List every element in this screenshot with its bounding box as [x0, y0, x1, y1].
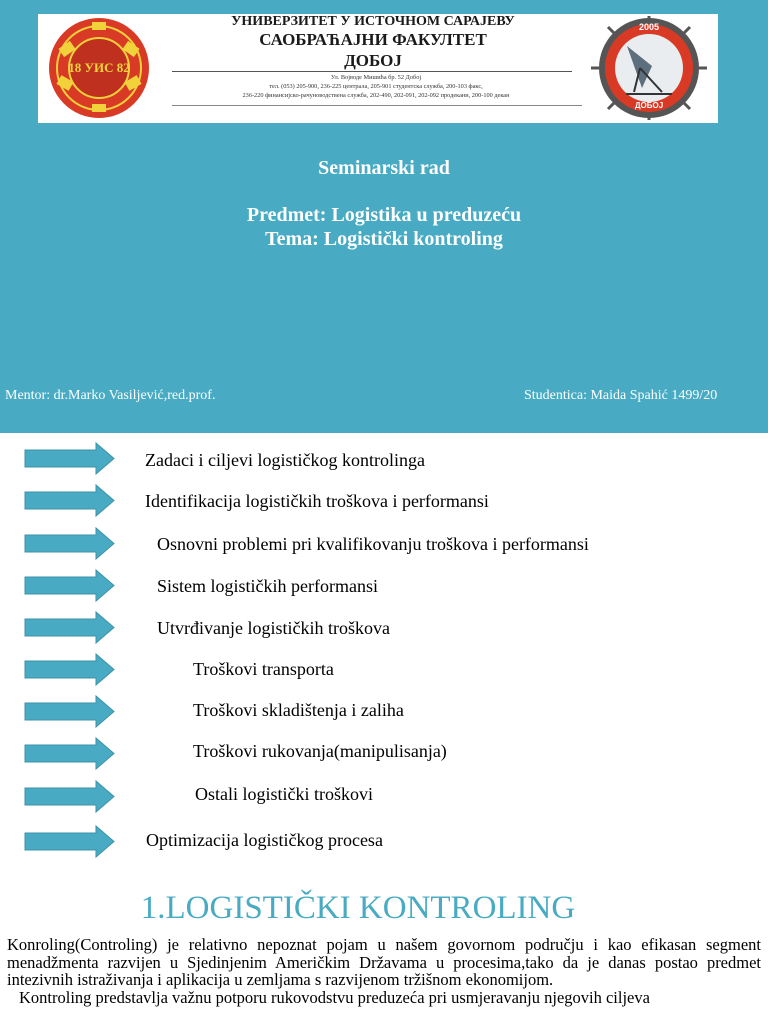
university-seal-logo: [40, 16, 158, 120]
document-type: Seminarski rad: [318, 157, 450, 179]
contents-item: Zadaci i ciljevi logističkog kontrolinga: [145, 450, 425, 470]
faculty-address: Ул. Војводе Мишића бр. 52 Добој: [330, 74, 422, 81]
banner-divider: [172, 71, 572, 72]
body-text: [7, 936, 761, 1006]
faculty-logo-city: ДОБОЈ: [634, 101, 664, 110]
contents-item: Identifikacija logističkih troškova i performansi: [145, 491, 489, 511]
arrow-icon: [24, 653, 115, 686]
arrow-icon: [24, 825, 115, 858]
faculty-name: САОБРАЋАЈНИ ФАКУЛТЕТ: [259, 30, 487, 49]
faculty-city: ДОБОЈ: [344, 51, 402, 70]
arrow-icon: [24, 527, 115, 560]
arrow-icon: [24, 569, 115, 602]
arrow-icon: [24, 611, 115, 644]
university-banner: [38, 14, 718, 123]
contents-item: Optimizacija logističkog procesa: [146, 830, 383, 850]
banner-divider-bottom: [172, 105, 582, 106]
arrow-icon: [24, 484, 115, 517]
topic: Tema: Logistički kontroling: [265, 228, 503, 250]
arrow-icon: [24, 695, 115, 728]
seal-text: 18 УИС 82: [68, 60, 130, 75]
faculty-logo: [582, 16, 716, 120]
arrow-icon: [24, 442, 115, 475]
arrow-icon: [24, 780, 115, 813]
contents-item: Sistem logističkih performansi: [157, 576, 378, 596]
contents-item: Utvrđivanje logističkih troškova: [157, 618, 390, 638]
university-name: УНИВЕРЗИТЕТ У ИСТОЧНОМ САРАЈЕВУ: [231, 14, 515, 29]
contents-subitem: Troškovi transporta: [193, 659, 334, 679]
contents-subitem: Troškovi skladištenja i zaliha: [193, 700, 404, 720]
student: Studentica: Maida Spahić 1499/20: [524, 388, 718, 403]
subject: Predmet: Logistika u preduzeću: [246, 204, 522, 226]
contents-subitem: Ostali logistički troškovi: [195, 784, 373, 804]
mentor: Mentor: dr.Marko Vasiljević,red.prof.: [5, 388, 216, 403]
faculty-phones: тел. (053) 205-900, 236-225 централа, 205-901 студентска служба, 200-103 факс,: [269, 83, 483, 90]
faculty-phones-2: 236-220 финансијско-рачуноводствена служба, 202-490, 202-091, 202-092 продекани, 200-100 декан: [242, 92, 510, 99]
title-slide: [0, 0, 768, 433]
paragraph: Konroling(Controling) je relativno nepoznat pojam u našem govornom području i kao efikasan segment menadžmenta razvijen u Sjedinjenim Američkim Državama u procesima,tako da je danas postao predmet intezivnih istraživanja i aplikacija u zemljama s razvijenom tržišnom ekonomijom.: [7, 935, 761, 989]
section-heading: 1.LOGISTIČKI KONTROLING: [140, 890, 576, 926]
faculty-logo-year: 2005: [638, 22, 660, 32]
paragraph: Kontroling predstavlja važnu potporu rukovodstvu preduzeća pri usmjeravanju njegovih ciljeva: [19, 987, 650, 1007]
contents-item: Osnovni problemi pri kvalifikovanju troškova i performansi: [157, 534, 589, 554]
contents-subitem: Troškovi rukovanja(manipulisanja): [193, 741, 447, 761]
arrow-icon: [24, 737, 115, 770]
